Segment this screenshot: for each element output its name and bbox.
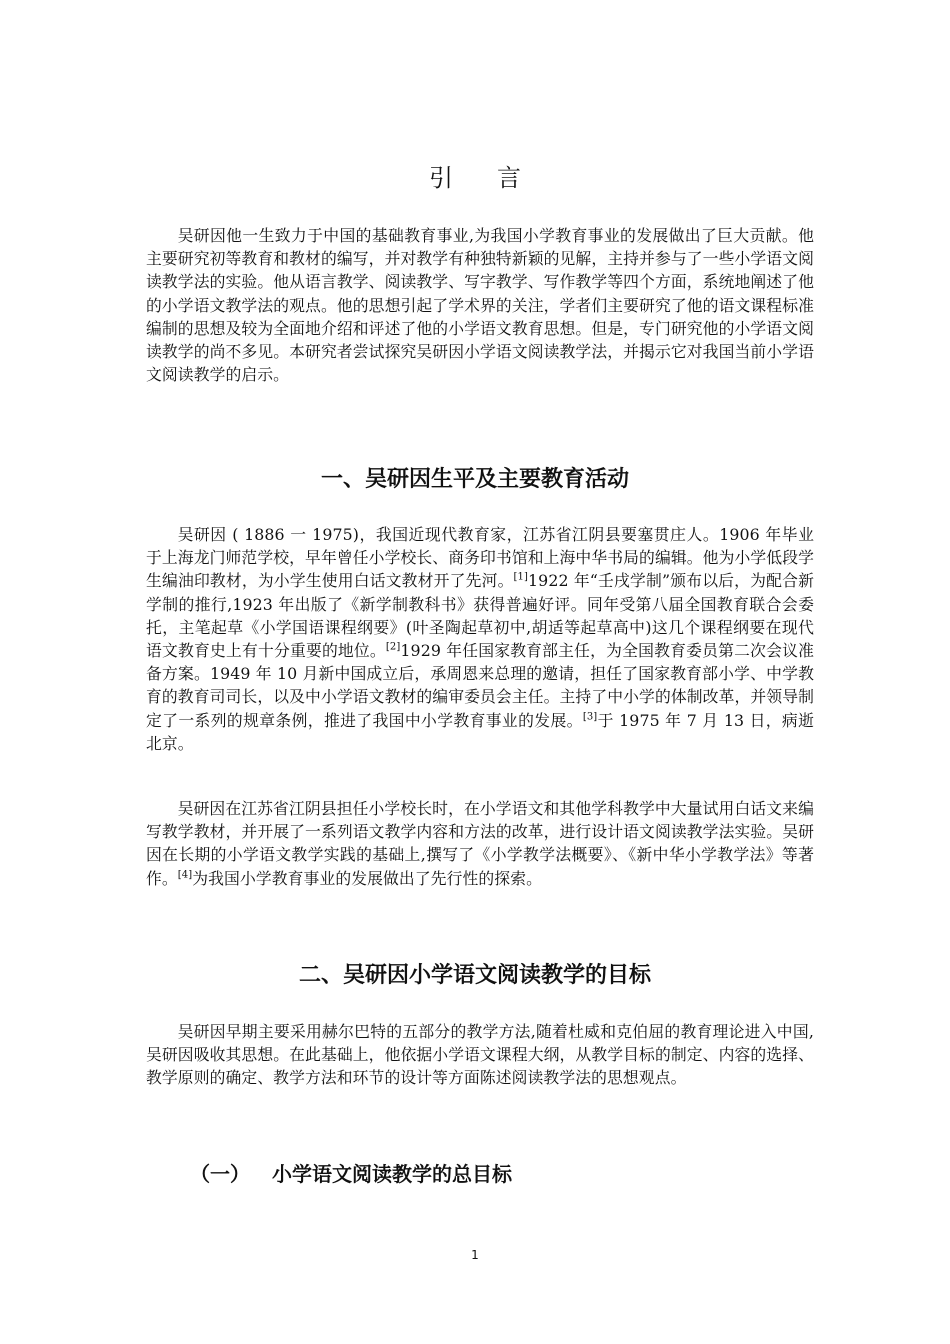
section1-p2-text-1: 吴研因在江苏省江阴县担任小学校长时，在小学语文和其他学科教学中大量试用白话文来编写教学教材，并开展了一系列语文教学内容和方法的改革，进行设计语文阅读教学法实验。吴研因在长期的小学语文教学实践的基础上,撰写了《小学教学法概要》、《新中华小学教学法》等著作。 <box>146 799 814 888</box>
intro-heading: 引言 <box>429 164 565 192</box>
subsection-number: （一） <box>190 1162 250 1186</box>
section2-heading: 二、吴研因小学语文阅读教学的目标 <box>298 963 651 988</box>
section1-heading: 一、吴研因生平及主要教育活动 <box>320 467 629 492</box>
citation-3: [3] <box>582 711 598 723</box>
section1-p1-text-1: 吴研因 ( 1886 一 1975)，我国近现代教育家，江苏省江阴县要塞贯庄人。1906 年毕业于上海龙门师范学校，早年曾任小学校长、商务印书馆和上海中华书局的编辑。他为小学低段学生编油印教材，为小学生使用白话文教材开了先河。 <box>146 525 814 591</box>
intro-paragraph: 吴研因他一生致力于中国的基础教育事业,为我国小学教育事业的发展做出了巨大贡献。他主要研究初等教育和教材的编写，并对教学有种独特新颖的见解，主持并参与了一些小学语文阅读教学法的实验。他从语言教学、阅读教学、写字教学、写作教学等四个方面，系统地阐述了他的小学语文教学法的观点。他的思想引起了学术界的关注，学者们主要研究了他的语文课程标准编制的思想及较为全面地介绍和评述了他的小学语文教育思想。但是，专门研究他的小学语文阅读教学的尚不多见。本研究者尝试探究吴研因小学语文阅读教学法，并揭示它对我国当前小学语文阅读教学的启示。 <box>146 226 814 385</box>
section1-paragraph-2 <box>146 797 814 890</box>
citation-4: [4] <box>177 869 193 881</box>
section1-paragraph-1 <box>146 523 814 755</box>
subsection-title: 小学语文阅读教学的总目标 <box>272 1162 512 1186</box>
section2-paragraph: 吴研因早期主要采用赫尔巴特的五部分的教学方法,随着杜威和克伯屈的教育理论进入中国,吴研因吸收其思想。在此基础上，他依据小学语文课程大纲，从教学目标的制定、内容的选择、教学原则的确定、教学方法和环节的设计等方面陈述阅读教学法的思想观点。 <box>146 1022 814 1088</box>
section1-p1-text-3: 1929 年任国家教育部主任，为全国教育委员第二次会议准备方案。1949 年 10 月新中国成立后，承周恩来总理的邀请，担任了国家教育部小学、中学教育的教育司司长，以及中小学语文教材的编审委员会主任。主持了中小学的体制改革，并领导制定了一系列的规章条例，推进了我国中小学教育事业的发展。 <box>146 641 814 730</box>
section1-p1-text-4: 于 1975 年 7 月 13 日，病逝北京。 <box>146 710 814 753</box>
citation-2: [2] <box>385 641 401 653</box>
section1-p1-text-2: 1922 年“壬戌学制”颁布以后，为配合新学制的推行,1923 年出版了《新学制教科书》获得普遍好评。同年受第八届全国教育联合会委托，主笔起草《小学国语课程纲要》(叶圣陶起草初中,胡适等起草高中)这几个课程纲要在现代语文教育史上有十分重要的地位。 <box>146 571 814 661</box>
section1-p2-text-2: 为我国小学教育事业的发展做出了先行性的探索。 <box>192 868 542 888</box>
citation-1: [1] <box>513 572 529 584</box>
subsection-heading <box>190 1158 512 1187</box>
page-number: 1 <box>471 1248 479 1262</box>
